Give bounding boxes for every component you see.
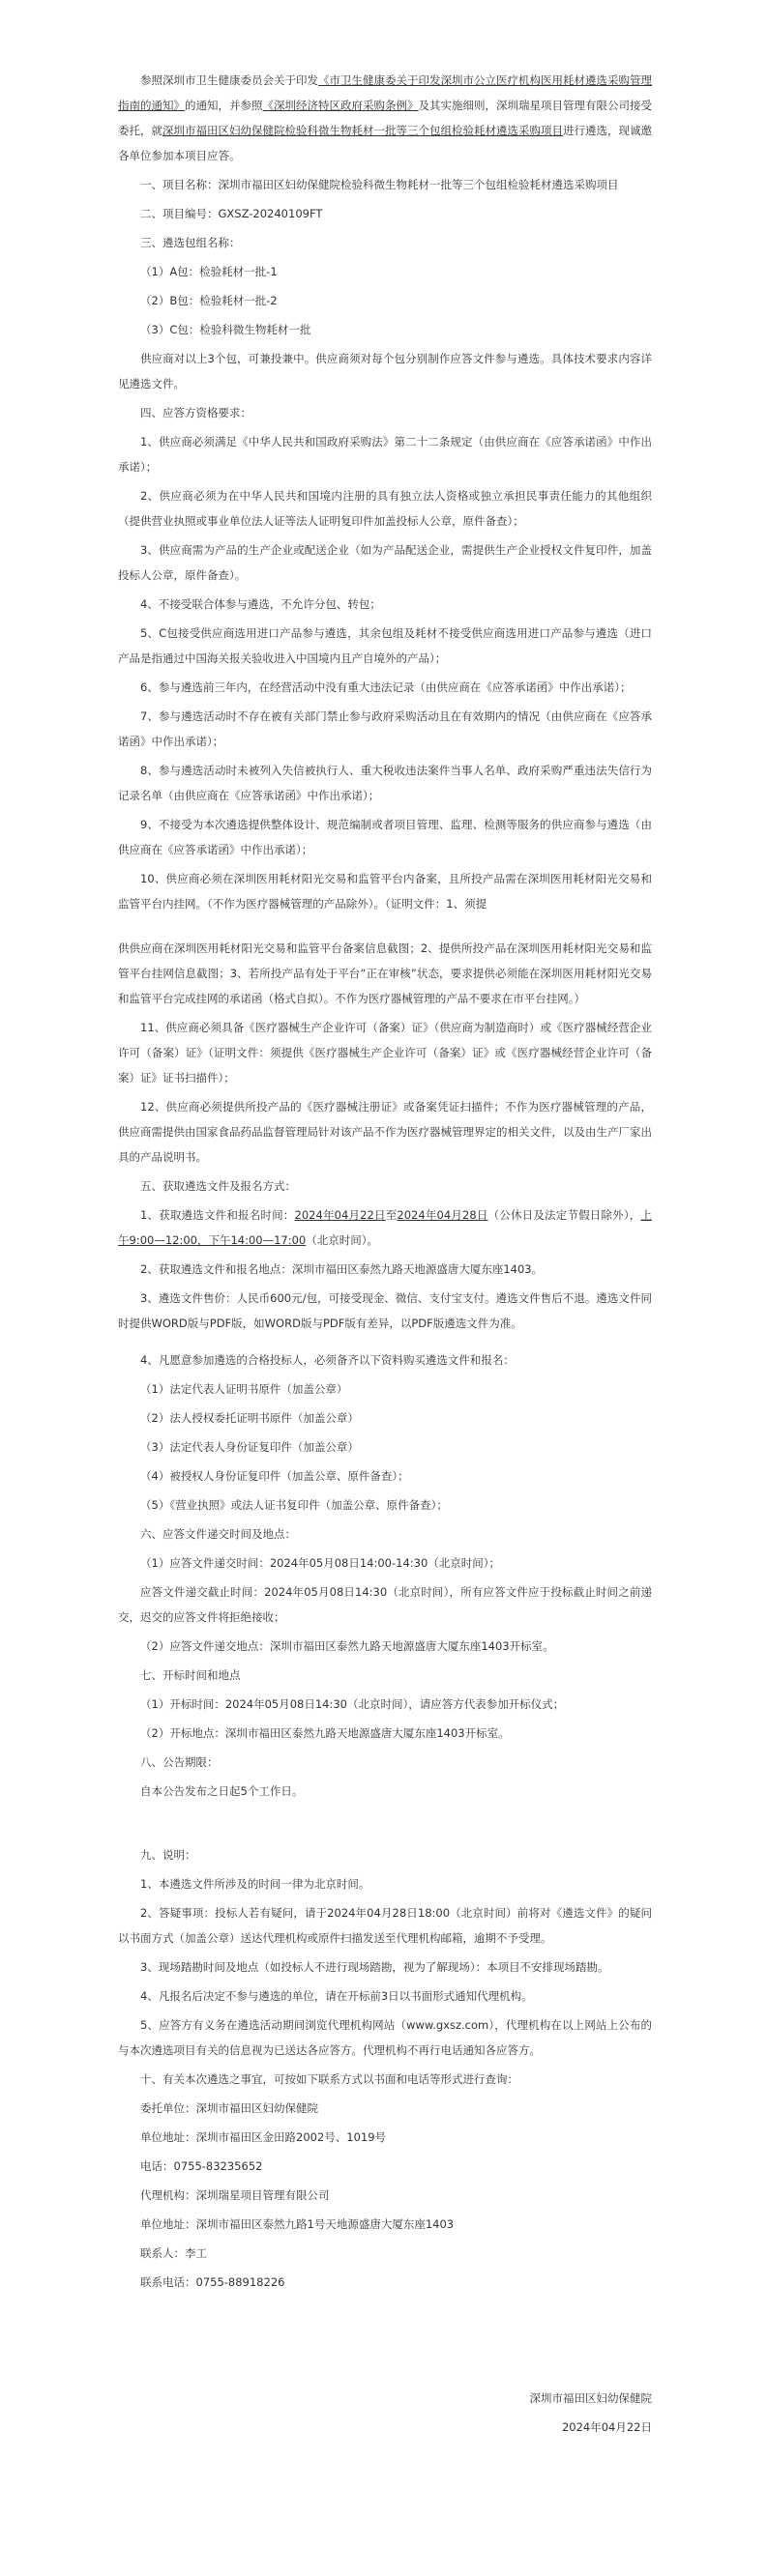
agency-name: 代理机构：深圳瑞星项目管理有限公司 — [140, 2188, 330, 2202]
requirement-5: 5、C包接受供应商选用进口产品参与遴选，其余包组及耗材不接受供应商选用进口产品参与遴选（进口产品是指通过中国海关报关验收进入中国境内且产自境外的产品）； — [118, 626, 652, 665]
intro-text-b: 的通知，并参照 — [185, 99, 263, 112]
requirement-6: 6、参与遴选前三年内，在经营活动中没有重大违法记录（由供应商在《应答承诺函》中作出承诺）； — [140, 680, 632, 694]
acquire-timezone: （北京时间）。 — [306, 1233, 378, 1247]
materials-heading: 4、凡愿意参加遴选的合格投标人，必须备齐以下资料购买遴选文件和报名： — [140, 1353, 515, 1367]
acquire-start-date: 2024年04月22日 — [294, 1208, 386, 1222]
agency-address: 单位地址：深圳市福田区泰然九路1号天地源盛唐大厦东座1403 — [140, 2217, 455, 2231]
intro-text-a: 参照深圳市卫生健康委员会关于印发 — [140, 73, 318, 87]
qualification-heading: 四、应答方资格要求： — [140, 406, 251, 420]
note-5: 5、应答方有义务在遴选活动期间浏览代理机构网站（www.gxsz.com），代理机构在以上网站上公布的与本次遴选项目有关的信息视为已送达各应答方。代理机构不再行电话通知各应答方。 — [118, 2018, 652, 2057]
requirement-10: 10、供应商必须在深圳医用耗材阳光交易和监管平台内备案，且所投产品需在深圳医用耗材阳光交易和监管平台内挂网。（不作为医疗器械管理的产品除外）。（证明文件：1、须提 — [118, 872, 652, 911]
notice-link[interactable]: 《市卫生健康委关于印发深圳市公立医疗机构医用耗材遴选采购管理指南的通知》 — [118, 73, 652, 112]
intro-paragraph — [118, 68, 652, 168]
contact-heading: 十、有关本次遴选之事宜，可按如下联系方式以书面和电话等形式进行查询： — [140, 2072, 518, 2086]
requirement-12: 12、供应商必须提供所投产品的《医疗器械注册证》或备案凭证扫描件；不作为医疗器械管理的产品，供应商需提供由国家食品药品监督管理局针对该产品不作为医疗器械管理界定的相关文件，以及由生产厂家出具的产品说明书。 — [118, 1100, 652, 1164]
note-1: 1、本遴选文件所涉及的时间一律为北京时间。 — [140, 1877, 370, 1891]
requirement-2: 2、供应商必须为在中华人民共和国境内注册的具有独立法人资格或独立承担民事责任能力的其他组织（提供营业执照或事业单位法人证等法人证明复印件加盖投标人公章，原件备查）； — [118, 489, 652, 528]
requirement-8: 8、参与遴选活动时未被列入失信被执行人、重大税收违法案件当事人名单、政府采购严重违法失信行为记录名单（由供应商在《应答承诺函》中作出承诺）； — [118, 764, 652, 802]
note-3: 3、现场踏勘时间及地点（如投标人不进行现场踏勘，视为了解现场）：本项目不安排现场踏勘。 — [140, 1960, 609, 1974]
intro-text-c: 及其实施细则，深圳瑞星项目管理有限公司接受委托，就 — [118, 99, 652, 137]
requirement-7: 7、参与遴选活动时不存在被有关部门禁止参与政府采购活动且在有效期内的情况（由供应商在《应答承诺函》中作出承诺）； — [118, 709, 652, 748]
acquire-time — [118, 1202, 652, 1253]
material-3: （3）法定代表人身份证复印件（加盖公章） — [140, 1440, 359, 1454]
acquire-hours: 上午9:00—12:00，下午14:00—17:00 — [118, 1208, 652, 1247]
submission-place: （2）应答文件递交地点：深圳市福田区泰然九路天地源盛唐大厦东座1403开标室。 — [140, 1639, 554, 1653]
material-2: （2）法人授权委托证明书原件（加盖公章） — [140, 1411, 359, 1425]
material-4: （4）被授权人身份证复印件（加盖公章、原件备查）； — [140, 1469, 409, 1483]
project-name: 一、项目名称：深圳市福田区妇幼保健院检验科微生物耗材一批等三个包组检验耗材遴选采购项目 — [140, 178, 619, 191]
package-heading: 三、遴选包组名称： — [140, 236, 241, 249]
opening-heading: 七、开标时间和地点 — [140, 1668, 241, 1682]
package-a: （1）A包：检验耗材一批-1 — [140, 265, 278, 278]
agency-contact-person: 联系人：李工 — [140, 2246, 207, 2260]
signature-org: 深圳市福田区妇幼保健院 — [529, 2391, 652, 2405]
project-number: 二、项目编号：GXSZ-20240109FT — [140, 207, 323, 220]
project-link[interactable]: 深圳市福田区妇幼保健院检验科微生物耗材一批等三个包组检验耗材遴选采购项目 — [162, 124, 563, 137]
submission-deadline: 应答文件递交截止时间：2024年05月08日14:30（北京时间），所有应答文件应于投标截止时间之前递交，迟交的应答文件将拒绝接收； — [118, 1585, 652, 1624]
period-heading: 八、公告期限： — [140, 1755, 219, 1769]
requirement-9: 9、不接受为本次遴选提供整体设计、规范编制或者项目管理、监理、检测等服务的供应商参与遴选（由供应商在《应答承诺函》中作出承诺）； — [118, 818, 652, 856]
period-text: 自本公告发布之日起5个工作日。 — [140, 1784, 304, 1798]
requirement-4: 4、不接受联合体参与遴选，不允许分包、转包； — [140, 597, 381, 611]
note-4: 4、凡报名后决定不参与遴选的单位，请在开标前3日以书面形式通知代理机构。 — [140, 1989, 533, 2003]
acquire-holiday-note: （公休日及法定节假日除外）， — [487, 1208, 641, 1222]
acquire-end-date: 2024年04月28日 — [397, 1208, 488, 1222]
acquire-price: 3、遴选文件售价：人民币600元/包，可接受现金、微信、支付宝支付。遴选文件售后不退。遴选文件同时提供WORD版与PDF版，如WORD版与PDF版有差异，以PDF版遴选文件为准。 — [118, 1291, 652, 1330]
intro-text-d: 进行遴选，现诚邀各单位参加本项目应答。 — [118, 124, 652, 162]
requirement-1: 1、供应商必须满足《中华人民共和国政府采购法》第二十二条规定（由供应商在《应答承诺函》中作出承诺）； — [118, 435, 652, 474]
acquire-place: 2、获取遴选文件和报名地点：深圳市福田区泰然九路天地源盛唐大厦东座1403。 — [140, 1262, 544, 1276]
material-5: （5）《营业执照》或法人证书复印件（加盖公章、原件备查）； — [140, 1498, 448, 1512]
package-c: （3）C包：检验科微生物耗材一批 — [140, 323, 311, 336]
requirement-10-continued: 供供应商在深圳医用耗材阳光交易和监管平台备案信息截图；2、提供所投产品在深圳医用耗材阳光交易和监管平台挂网信息截图；3、若所投产品有处于平台“正在审核”状态，要求提供必须能在深圳医用耗材阳光交易和监管平台完成挂网的承诺函（格式自拟）。不作为医疗器械管理的产品不要求在市平台挂网。） — [118, 941, 652, 1005]
opening-place: （2）开标地点：深圳市福田区泰然九路天地源盛唐大厦东座1403开标室。 — [140, 1726, 510, 1740]
acquire-to: 至 — [385, 1208, 398, 1222]
agency-phone: 联系电话：0755-88918226 — [140, 2275, 285, 2289]
package-note: 供应商对以上3个包，可兼投兼中。供应商须对每个包分别制作应答文件参与遴选。具体技术要求内容详见遴选文件。 — [118, 352, 652, 391]
client-unit: 委托单位：深圳市福田区妇幼保健院 — [140, 2101, 318, 2115]
signature-date: 2024年04月22日 — [561, 2420, 652, 2434]
package-b: （2）B包：检验耗材一批-2 — [140, 294, 278, 307]
requirement-3: 3、供应商需为产品的生产企业或配送企业（如为产品配送企业，需提供生产企业授权文件复印件，加盖投标人公章，原件备查）。 — [118, 543, 652, 582]
submission-heading: 六、应答文件递交时间及地点： — [140, 1527, 296, 1541]
acquire-heading: 五、获取遴选文件及报名方式： — [140, 1179, 296, 1193]
client-phone: 电话：0755-83235652 — [140, 2159, 263, 2173]
submission-time: （1）应答文件递交时间：2024年05月08日14:00-14:30（北京时间）； — [140, 1556, 501, 1570]
announcement-document — [118, 68, 652, 2444]
opening-time: （1）开标时间：2024年05月08日14:30（北京时间），请应答方代表参加开标仪式； — [140, 1697, 565, 1711]
note-2: 2、答疑事项：投标人若有疑问，请于2024年04月28日18:00（北京时间）前将对《遴选文件》的疑问以书面方式（加盖公章）送达代理机构或原件扫描发送至代理机构邮箱，逾期不予受理。 — [118, 1906, 652, 1945]
client-address: 单位地址：深圳市福田区金田路2002号、1019号 — [140, 2130, 387, 2144]
acquire-time-label: 1、获取遴选文件和报名时间： — [140, 1208, 295, 1222]
material-1: （1）法定代表人证明书原件（加盖公章） — [140, 1382, 348, 1396]
notes-heading: 九、说明： — [140, 1848, 196, 1862]
requirement-11: 11、供应商必须具备《医疗器械生产企业许可（备案）证》（供应商为制造商时）或《医疗器械经营企业许可（备案）证》（证明文件：须提供《医疗器械生产企业许可（备案）证》或《医疗器械经营企业许可（备案）证》证书扫描件）； — [118, 1021, 652, 1085]
regulation-link[interactable]: 《深圳经济特区政府采购条例》 — [262, 99, 419, 112]
